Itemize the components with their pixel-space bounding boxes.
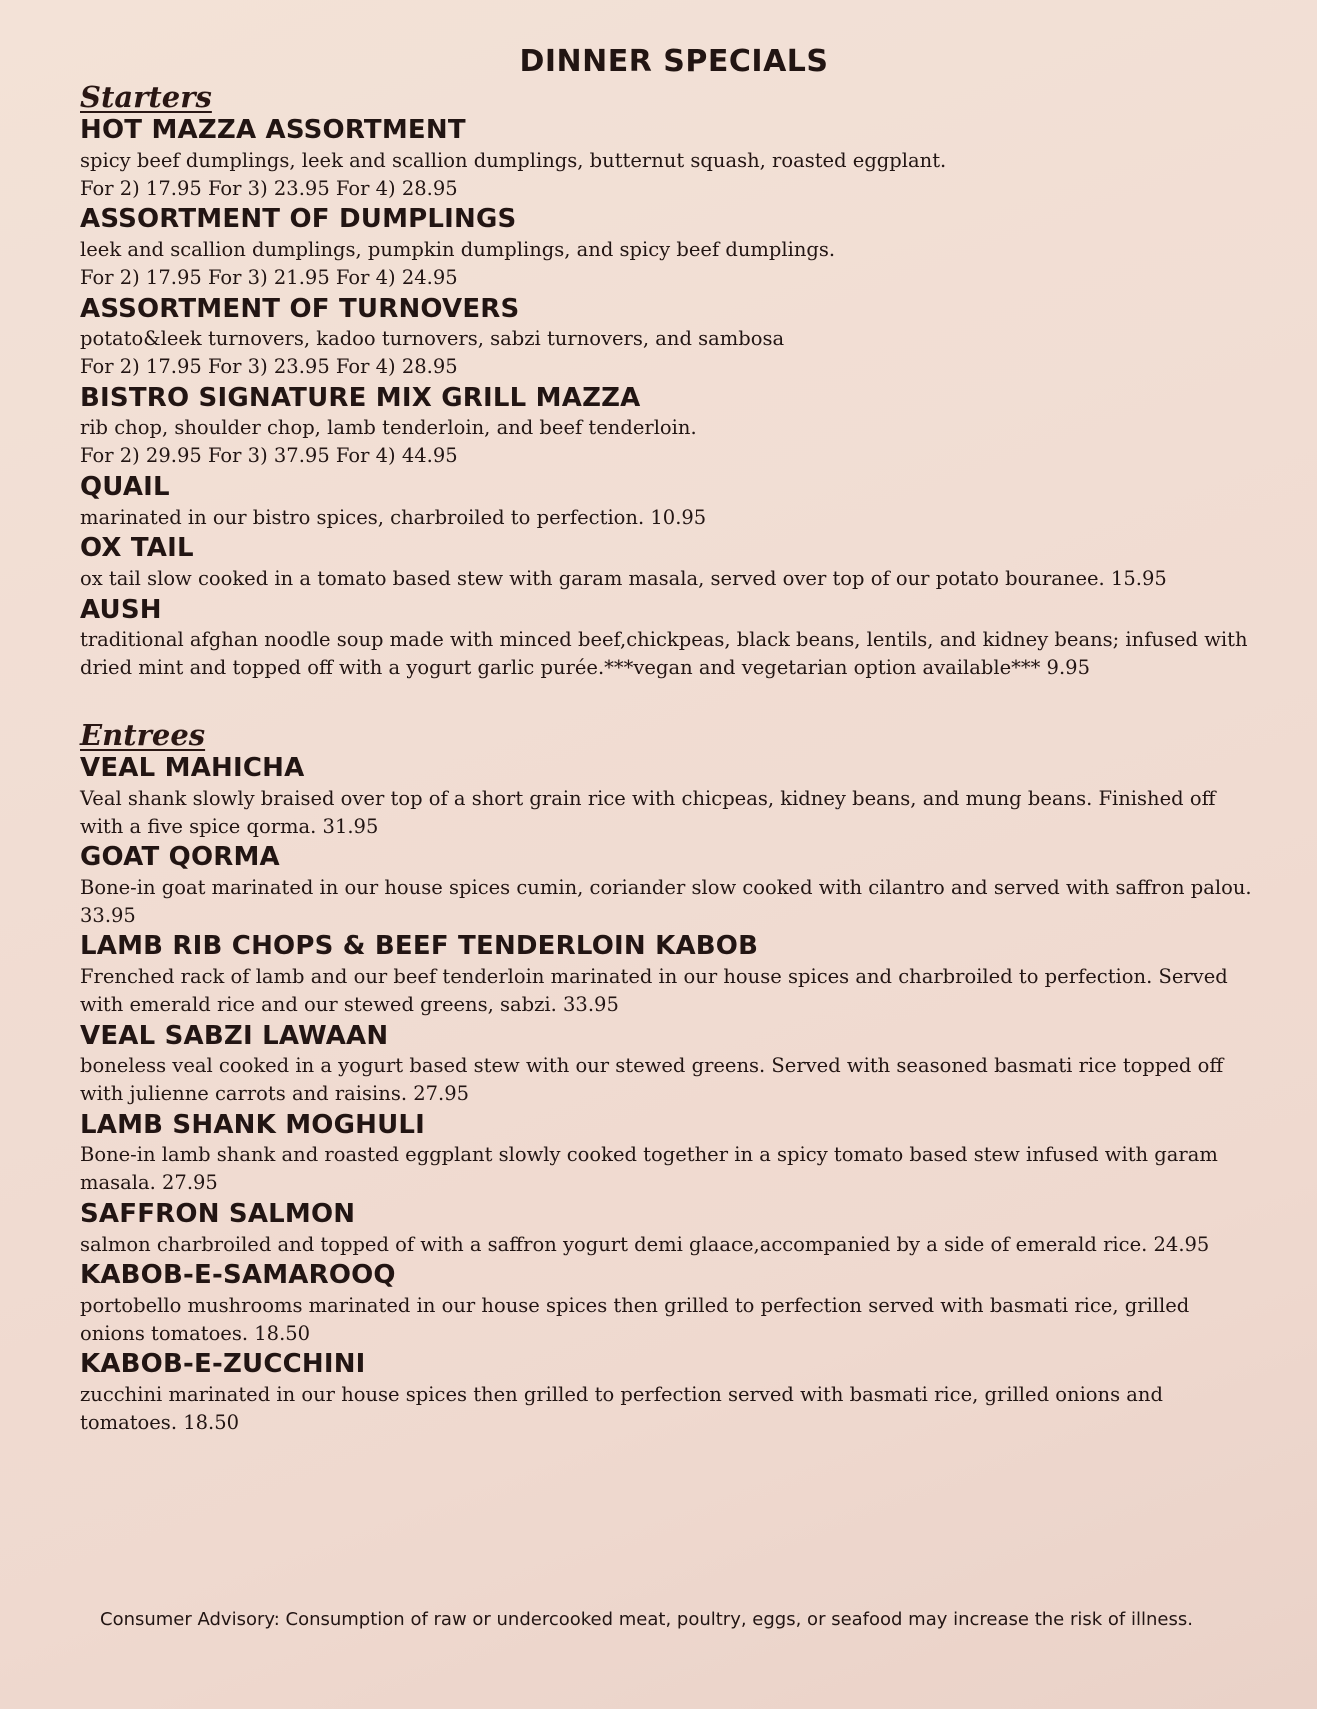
menu-item [80,382,1260,470]
menu-item-name: VEAL MAHICHA [80,753,305,784]
menu-item [80,532,1260,592]
menu-item-name: GOAT QORMA [80,842,280,873]
menu-item [80,1020,1260,1108]
menu-item-name: AUSH [80,594,162,625]
menu-item-description: boneless veal cooked in a yogurt based stew with our stewed greens. Served with seasoned basmati rice topped off with julienne carrots and raisins. 27.95 [80,1054,1224,1105]
menu-item-description: leek and scallion dumplings, pumpkin dumplings, and spicy beef dumplings. [80,238,836,262]
menu-item-name: ASSORTMENT OF TURNOVERS [80,293,520,324]
menu-item-description: traditional afghan noodle soup made with minced beef,chickpeas, black beans, lentils, and kidney beans; infused with dried mint and topped off with a yogurt garlic purée.***vegan and vegetarian option available*** 9.95 [80,628,1248,680]
menu-item-description: ox tail slow cooked in a tomato based stew with garam masala, served over top of our potato bouranee. 15.95 [80,567,1167,591]
menu-item-description: potato&leek turnovers, kadoo turnovers, sabzi turnovers, and sambosa [80,327,785,351]
menu-item-name: KABOB-E-ZUCCHINI [80,1349,366,1380]
menu-item-name: KABOB-E-SAMAROOQ [80,1260,396,1291]
menu-item-name: VEAL SABZI LAWAAN [80,1020,389,1051]
menu-item-name: OX TAIL [80,533,194,564]
menu-item-price: For 2) 17.95 For 3) 21.95 For 4) 24.95 [80,265,458,289]
menu-item-description: spicy beef dumplings, leek and scallion dumplings, butternut squash, roasted eggplant. [80,149,947,173]
menu-item-price: For 2) 17.95 For 3) 23.95 For 4) 28.95 [80,355,458,379]
menu-item [80,1198,1260,1258]
menu-item [80,1109,1260,1197]
menu-item-description: Bone-in goat marinated in our house spices cumin, coriander slow cooked with cilantro and served with saffron palou. 33.95 [80,876,1252,927]
menu-item-description: marinated in our bistro spices, charbroiled to perfection. 10.95 [80,505,707,529]
consumer-advisory: Consumer Advisory: Consumption of raw or undercooked meat, poultry, eggs, or seafood may increase the risk of illness. [100,1609,1193,1630]
menu-page [80,42,1260,1438]
menu-item-description: rib chop, shoulder chop, lamb tenderloin, and beef tenderloin. [80,416,697,440]
menu-item [80,594,1260,682]
menu-item-name: QUAIL [80,471,170,502]
menu-item [80,114,1260,202]
menu-item [80,293,1260,381]
menu-item-name: BISTRO SIGNATURE MIX GRILL MAZZA [80,382,641,413]
menu-item-name: LAMB SHANK MOGHULI [80,1109,426,1140]
menu-title: DINNER SPECIALS [519,44,829,79]
menu-item-name: SAFFRON SALMON [80,1198,356,1229]
menu-item [80,930,1260,1018]
menu-item-description: Frenched rack of lamb and our beef tenderloin marinated in our house spices and charbroiled to perfection. Served with emerald rice and our stewed greens, sabzi. 33.95 [80,965,1228,1016]
section-heading-starters: Starters [80,80,212,114]
menu-item [80,1259,1260,1347]
menu-item [80,752,1260,840]
menu-item-description: salmon charbroiled and topped of with a saffron yogurt demi glaace,accompanied by a side of emerald rice. 24.95 [80,1232,1210,1256]
menu-item [80,203,1260,291]
menu-item-description: Bone-in lamb shank and roasted eggplant slowly cooked together in a spicy tomato based stew infused with garam masala. 27.95 [80,1143,1218,1195]
menu-item-name: LAMB RIB CHOPS & BEEF TENDERLOIN KABOB [80,931,759,962]
section-spacer [80,683,1260,719]
section-heading-entrees: Entrees [80,717,206,752]
menu-item-description: Veal shank slowly braised over top of a short grain rice with chicpeas, kidney beans, and mung beans. Finished off with a five spice qorma. 31.95 [80,786,1216,838]
menu-item-price: For 2) 29.95 For 3) 37.95 For 4) 44.95 [80,444,458,468]
menu-item-description: portobello mushrooms marinated in our house spices then grilled to perfection served with basmati rice, grilled onions tomatoes. 18.50 [80,1294,1190,1345]
menu-item-description: zucchini marinated in our house spices then grilled to perfection served with basmati rice, grilled onions and tomatoes. 18.50 [80,1383,1163,1434]
menu-item [80,1348,1260,1436]
menu-item-name: ASSORTMENT OF DUMPLINGS [80,204,517,235]
menu-item-name: HOT MAZZA ASSORTMENT [80,115,466,146]
menu-item [80,471,1260,531]
menu-item [80,841,1260,929]
menu-item-price: For 2) 17.95 For 3) 23.95 For 4) 28.95 [80,176,458,200]
